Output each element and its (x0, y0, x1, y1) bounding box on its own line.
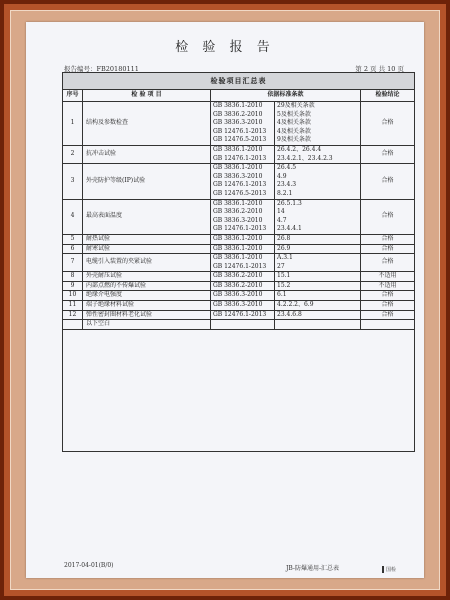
table-row (63, 199, 415, 234)
clause-number: 4及相关条款 (277, 127, 311, 135)
clause-number: 14 (277, 208, 285, 216)
row-clauses (275, 254, 361, 272)
summary-table (62, 72, 415, 452)
row-standards (211, 301, 275, 311)
clause-number: 23.4.4.1 (277, 225, 302, 233)
row-standards (211, 310, 275, 320)
table-row (63, 272, 415, 282)
row-standards (211, 145, 275, 163)
brand-logo: 国检 (382, 566, 396, 573)
standard-code: GB 12476.1-2013 (213, 262, 267, 270)
row-standards (211, 234, 275, 244)
clause-number: 9及相关条款 (277, 136, 311, 144)
end-note-blank (211, 320, 275, 330)
table-row (63, 102, 415, 146)
row-standards (211, 102, 275, 146)
row-result: 合格 (361, 199, 415, 234)
clause-number: 23.4.6.8 (277, 310, 302, 318)
row-item: 弹性密封圈材料老化试验 (83, 310, 211, 320)
blank-area (63, 329, 415, 451)
clause-number: 8.2.1 (277, 189, 293, 197)
header-standard: 依据标准条款 (211, 90, 361, 102)
standard-code: GB 3836.3-2010 (213, 216, 263, 224)
row-standards (211, 164, 275, 199)
standard-code: GB 3836.1-2010 (213, 164, 263, 172)
row-item: 抗冲击试验 (83, 145, 211, 163)
row-standards (211, 281, 275, 291)
row-number: 9 (63, 281, 83, 291)
row-standards (211, 291, 275, 301)
report-number: 报告编号：FB20180111 (64, 65, 139, 73)
standard-code: GB 12476.1-2013 (213, 225, 267, 233)
row-result: 合格 (361, 310, 415, 320)
row-result: 合格 (361, 291, 415, 301)
row-number: 3 (63, 164, 83, 199)
clause-number: 26.5.1.3 (277, 199, 302, 207)
row-number: 11 (63, 301, 83, 311)
row-clauses (275, 301, 361, 311)
standard-code: GB 12476.5-2013 (213, 136, 267, 144)
row-clauses (275, 145, 361, 163)
end-note-blank (361, 320, 415, 330)
row-clauses (275, 199, 361, 234)
standard-code: GB 12476.1-2013 (213, 154, 267, 162)
row-clauses (275, 291, 361, 301)
table-caption: 检验项目汇总表 (63, 73, 415, 90)
table-row (63, 301, 415, 311)
row-clauses (275, 272, 361, 282)
clause-number: 26.8 (277, 234, 291, 242)
row-clauses (275, 164, 361, 199)
clause-number: 26.4.2、26.4.4 (277, 145, 322, 153)
row-result: 合格 (361, 164, 415, 199)
page-number: 第 2 页 共 10 页 (355, 65, 404, 73)
standard-code: GB 3836.1-2010 (213, 244, 263, 252)
table-row (63, 291, 415, 301)
row-standards (211, 244, 275, 254)
standard-code: GB 3836.1-2010 (213, 234, 263, 242)
table-row (63, 254, 415, 272)
table-body (63, 102, 415, 320)
standard-code: GB 3836.1-2010 (213, 102, 263, 109)
standard-code: GB 3836.3-2010 (213, 301, 263, 309)
clause-number: 5及相关条款 (277, 110, 311, 118)
report-title: 检 验 报 告 (175, 40, 275, 55)
standard-code: GB 3836.3-2010 (213, 291, 263, 299)
standard-code: GB 12476.1-2013 (213, 310, 267, 318)
standard-code: GB 12476.1-2013 (213, 127, 267, 135)
row-standards (211, 199, 275, 234)
row-number: 8 (63, 272, 83, 282)
row-item: 绝缘介电强度 (83, 291, 211, 301)
row-clauses (275, 244, 361, 254)
header-result: 检验结论 (361, 90, 415, 102)
standard-code: GB 12476.1-2013 (213, 181, 267, 189)
row-item: 外壳耐压试验 (83, 272, 211, 282)
row-clauses (275, 102, 361, 146)
table-row (63, 244, 415, 254)
row-item: 内部点燃的不传爆试验 (83, 281, 211, 291)
clause-number: 4.7 (277, 216, 287, 224)
table-row (63, 164, 415, 199)
row-result: 不适用 (361, 281, 415, 291)
row-number: 7 (63, 254, 83, 272)
table-row (63, 310, 415, 320)
clause-number: 26.9 (277, 244, 291, 252)
standard-code: GB 3836.1-2010 (213, 199, 263, 207)
row-result: 合格 (361, 102, 415, 146)
row-item: 耐热试验 (83, 234, 211, 244)
row-item: 最高表面温度 (83, 199, 211, 234)
standard-code: GB 3836.2-2010 (213, 110, 263, 118)
header-no: 序号 (63, 90, 83, 102)
header-item: 检 验 项 目 (83, 90, 211, 102)
standard-code: GB 3836.3-2010 (213, 119, 263, 127)
standard-code: GB 3836.2-2010 (213, 281, 263, 289)
row-item: 耐寒试验 (83, 244, 211, 254)
doc-version: 2017-04-01(B/0) (64, 562, 114, 569)
end-note-blank (275, 320, 361, 330)
row-number: 4 (63, 199, 83, 234)
clause-number: 29及相关条款 (277, 102, 315, 109)
row-standards (211, 254, 275, 272)
row-standards (211, 272, 275, 282)
table-row (63, 145, 415, 163)
clause-number: A.3.1 (277, 254, 293, 262)
row-item: 电缆引入装置的夹紧试验 (83, 254, 211, 272)
end-note-no-cell (63, 320, 83, 330)
row-item: 端子绝缘材料试验 (83, 301, 211, 311)
standard-code: GB 3836.2-2010 (213, 208, 263, 216)
row-result: 不适用 (361, 272, 415, 282)
row-result: 合格 (361, 301, 415, 311)
summary-table-wrap (62, 72, 414, 452)
clause-number: 26.4.5 (277, 164, 297, 172)
row-clauses (275, 281, 361, 291)
table-row (63, 281, 415, 291)
table-row (63, 234, 415, 244)
standard-code: GB 3836.3-2010 (213, 172, 263, 180)
row-number: 2 (63, 145, 83, 163)
row-result: 合格 (361, 234, 415, 244)
clause-number: 27 (277, 262, 285, 270)
clause-number: 4.2.2.2、6.9 (277, 301, 314, 309)
clause-number: 15.2 (277, 281, 291, 289)
clause-number: 15.1 (277, 272, 291, 280)
clause-number: 6.1 (277, 291, 287, 299)
row-result: 合格 (361, 145, 415, 163)
row-number: 10 (63, 291, 83, 301)
standard-code: GB 3836.2-2010 (213, 272, 263, 280)
standard-code: GB 3836.1-2010 (213, 145, 263, 153)
row-number: 1 (63, 102, 83, 146)
end-note: 以下空白 (83, 320, 211, 330)
row-number: 5 (63, 234, 83, 244)
row-item: 结构及参数检查 (83, 102, 211, 146)
report-page (26, 22, 424, 578)
row-clauses (275, 234, 361, 244)
row-clauses (275, 310, 361, 320)
form-code: JB-防爆通用-汇总表 (286, 565, 339, 572)
clause-number: 23.4.2.1、23.4.2.3 (277, 154, 333, 162)
clause-number: 4及相关条款 (277, 119, 311, 127)
row-result: 合格 (361, 244, 415, 254)
standard-code: GB 3836.1-2010 (213, 254, 263, 262)
standard-code: GB 12476.5-2013 (213, 189, 267, 197)
row-number: 12 (63, 310, 83, 320)
row-result: 合格 (361, 254, 415, 272)
clause-number: 4.9 (277, 172, 287, 180)
row-number: 6 (63, 244, 83, 254)
clause-number: 23.4.3 (277, 181, 297, 189)
row-item: 外壳防护等级(IP)试验 (83, 164, 211, 199)
